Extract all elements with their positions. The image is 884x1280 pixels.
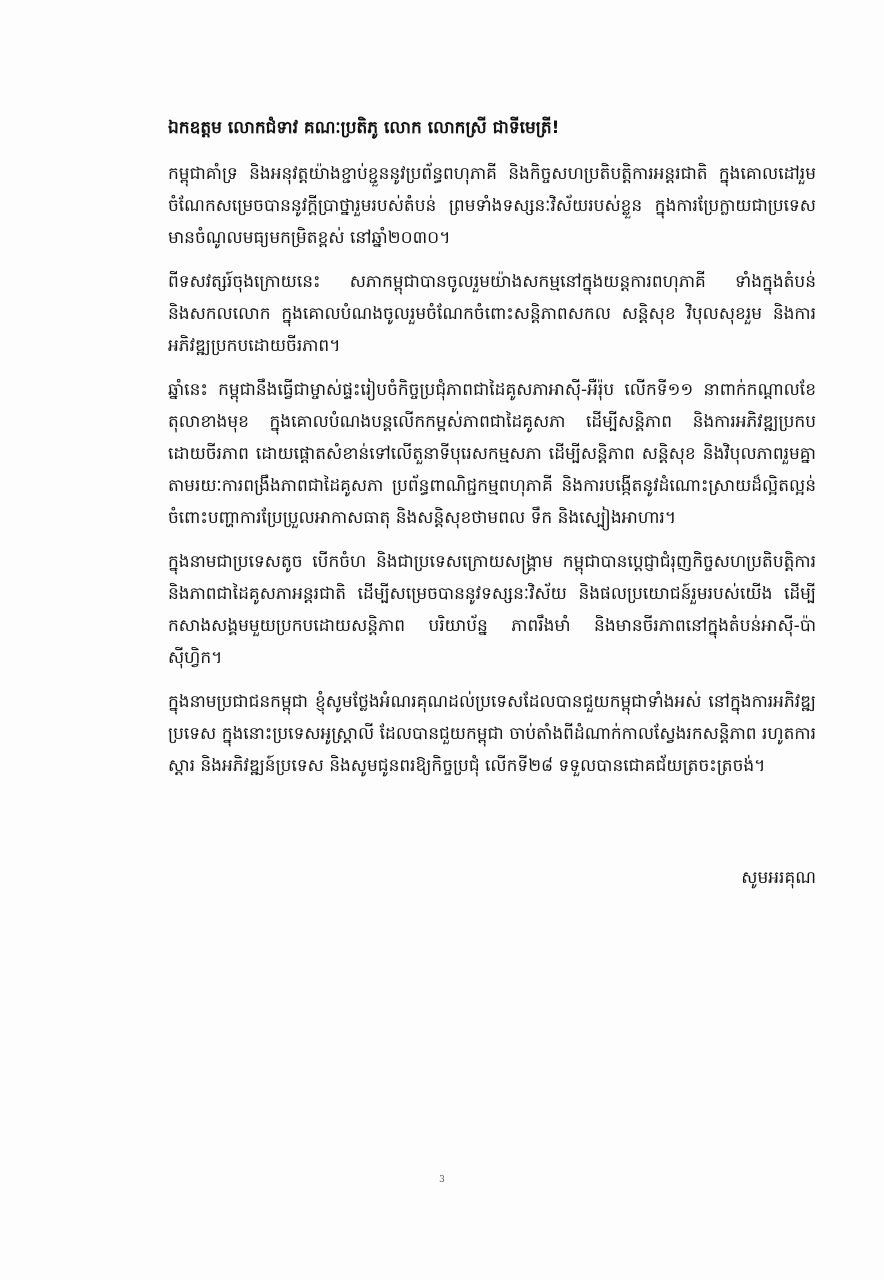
salutation: ឯកឧត្តម លោកជំទាវ គណៈប្រតិភូ លោក លោកស្រី ជាទីមេត្រី! xyxy=(168,118,560,138)
paragraph-multilateral-support: កម្ពុជាគាំទ្រ និងអនុវត្តយ៉ាងខ្ជាប់ខ្ជួននូវប្រព័ន្ធពហុភាគី និងកិច្ចសហប្រតិបត្តិការអន្តរជាតិ ក្នុងគោលដៅរួមចំណែកសម្រេចបាននូវក្តីប្រាថ្នារួមរបស់តំបន់ ព្រមទាំងទស្សនៈវិស័យរបស់ខ្លួន ក្នុងការប្រែក្លាយជាប្រទេសមានចំណូលមធ្យមកម្រិតខ្ពស់ នៅឆ្នាំ២០៣០។ xyxy=(168,164,816,248)
paragraph-asep-hosting: ឆ្នាំនេះ កម្ពុជានឹងធ្វើជាម្ចាស់ផ្ទះរៀបចំកិច្ចប្រជុំភាពជាដៃគូសភាអាស៊ី-អឺរ៉ុប លើកទី១១ នាពាក់កណ្តាលខែតុលាខាងមុខ ក្នុងគោលបំណងបន្តលើកកម្ពស់ភាពជាដៃគូសភា ដើម្បីសន្តិភាព និងការអភិវឌ្ឍប្រកបដោយចីរភាព ដោយផ្តោតសំខាន់ទៅលើតួនាទីបុរេសកម្មសភា ដើម្បីសន្តិភាព សន្តិសុខ និងវិបុលភាពរួមគ្នា តាមរយៈការពង្រឹងភាពជាដៃគូសភា ប្រព័ន្ធពាណិជ្ជកម្មពហុភាគី និងការបង្កើតនូវដំណោះស្រាយដ៏ល្អិតល្អន់ចំពោះបញ្ហាការប្រែប្រួលអាកាសធាតុ និងសន្តិសុខថាមពល ទឹក និងស្បៀងអាហារ។ xyxy=(168,380,816,528)
closing-thanks: សូមអរគុណ xyxy=(741,868,816,888)
paragraph-partnership-commitment: ក្នុងនាមជាប្រទេសតូច បើកចំហ និងជាប្រទេសក្រោយសង្គ្រាម កម្ពុជាបានប្តេជ្ញាជំរុញកិច្ចសហប្រតិបត្តិការ និងភាពជាដៃគូសភាអន្តរជាតិ ដើម្បីសម្រេចបាននូវទស្សនៈវិស័យ និងផលប្រយោជន៍រួមរបស់យើង ដើម្បីកសាងសង្គមមួយប្រកបដោយសន្តិភាព បរិយាប័ន្ន ភាពរឹងមាំ និងមានចីរភាពនៅក្នុងតំបន់អាស៊ី-ប៉ាស៊ីហ្វិក។ xyxy=(168,552,816,668)
letter-body xyxy=(168,112,816,794)
paragraph-parliament-engagement: ពីទសវត្សរ៍ចុងក្រោយនេះ សភាកម្ពុជាបានចូលរួមយ៉ាងសកម្មនៅក្នុងយន្តការពហុភាគី ទាំងក្នុងតំបន់ និងសកលលោក ក្នុងគោលបំណងចូលរួមចំណែកចំពោះសន្តិភាពសកល សន្តិសុខ វិបុលសុខរួម និងការអភិវឌ្ឍប្រកបដោយចីរភាព។ xyxy=(168,272,816,356)
paragraph-gratitude: ក្នុងនាមប្រជាជនកម្ពុជា ខ្ញុំសូមថ្លែងអំណរគុណដល់ប្រទេសដែលបានជួយកម្ពុជាទាំងអស់ នៅក្នុងការអភិវឌ្ឍប្រទេស ក្នុងនោះប្រទេសអូស្ត្រាលី ដែលបានជួយកម្ពុជា ចាប់តាំងពីដំណាក់កាលស្វែងរកសន្តិភាព រហូតការស្តារ និងអភិវឌ្ឍន៍ប្រទេស និងសូមជូនពរឱ្យកិច្ចប្រជុំ លើកទី២៨ ទទួលបានជោគជ័យត្រចះត្រចង់។ xyxy=(168,692,816,776)
page-number: 3 xyxy=(439,1175,445,1185)
